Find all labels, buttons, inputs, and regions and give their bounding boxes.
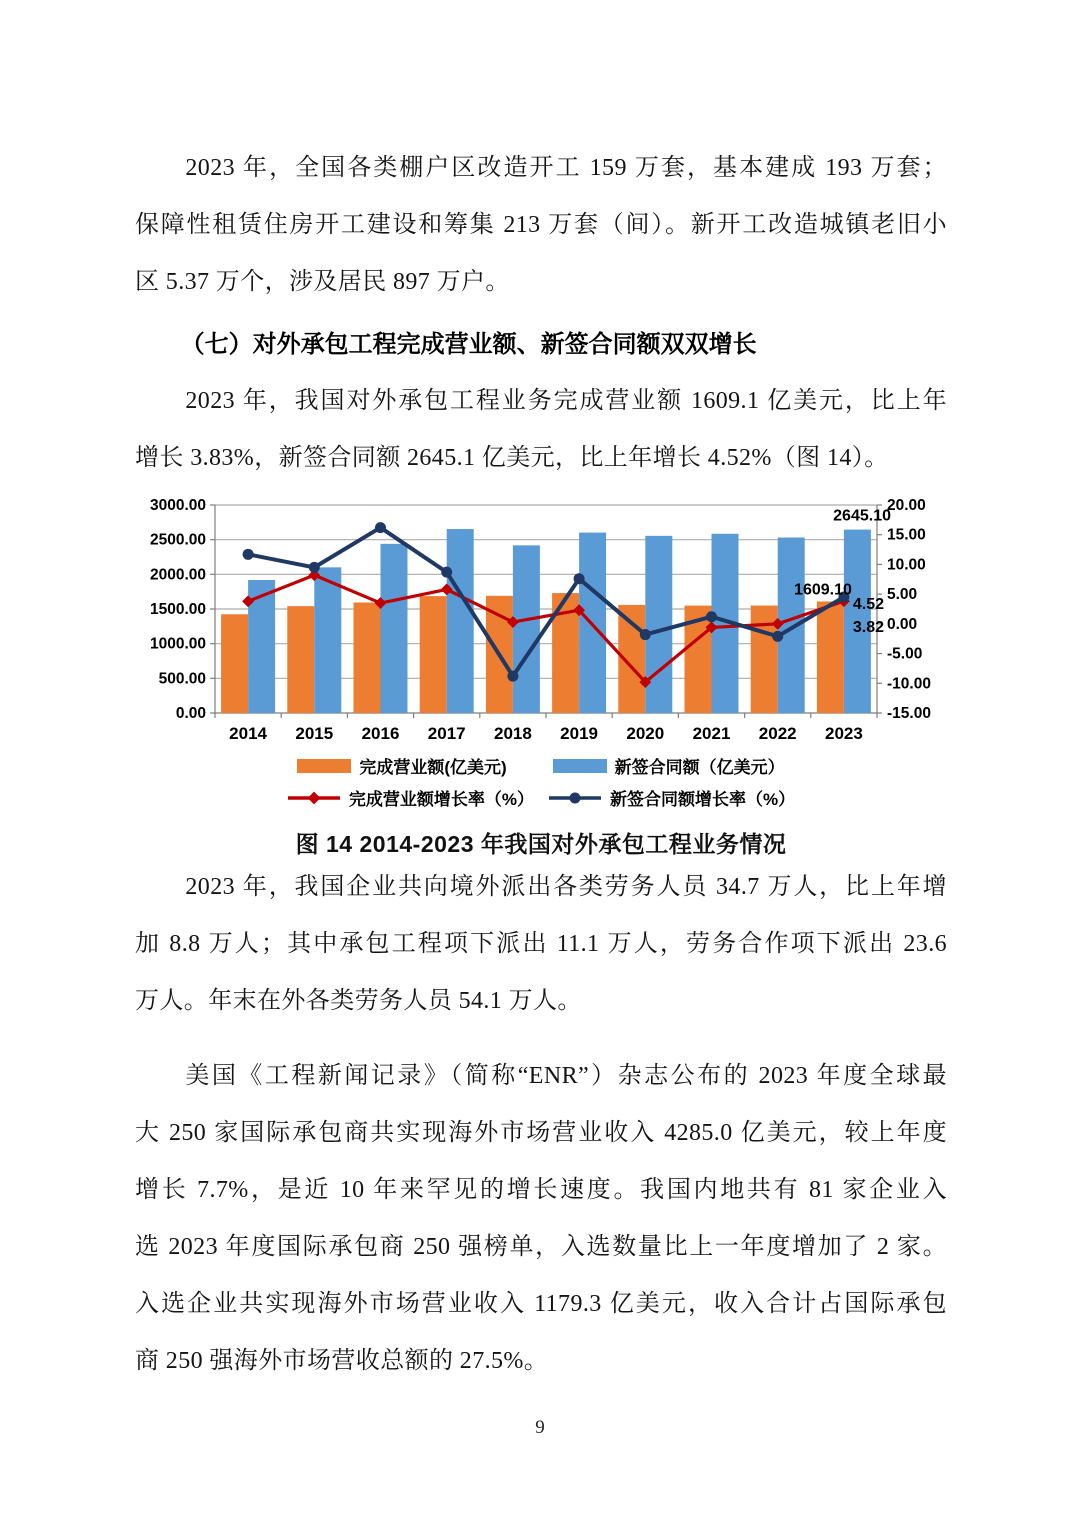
chart-legend xyxy=(135,753,947,810)
text-line: 2023 年，我国企业共向境外派出各类劳务人员 34.7 万人，比上年增 xyxy=(185,874,947,900)
text-line: 大 250 家国际承包商共实现海外市场营业收入 4285.0 亿美元，较上年度 xyxy=(135,1120,947,1146)
paragraph-enr xyxy=(135,1048,947,1390)
bar-swatch-icon xyxy=(553,758,607,774)
svg-text:1000.00: 1000.00 xyxy=(149,635,206,653)
svg-text:0.00: 0.00 xyxy=(175,705,206,722)
text-line: 美国《工程新闻记录》（简称“ENR”）杂志公布的 2023 年度全球最 xyxy=(185,1063,947,1089)
svg-text:2020: 2020 xyxy=(626,724,665,743)
figure-caption: 图 14 2014-2023 年我国对外承包工程业务情况 xyxy=(295,831,787,857)
legend-label: 完成营业额(亿美元) xyxy=(359,758,507,777)
svg-text:2021: 2021 xyxy=(692,724,731,743)
svg-text:2000.00: 2000.00 xyxy=(149,566,206,584)
text-line: 入选企业共实现海外市场营业收入 1179.3 亿美元，收入合计占国际承包 xyxy=(135,1291,947,1317)
paragraph-contracting xyxy=(135,373,947,487)
svg-text:2014: 2014 xyxy=(229,724,268,743)
svg-text:2500.00: 2500.00 xyxy=(149,531,206,549)
legend-label: 完成营业额增长率（%） xyxy=(348,790,534,809)
legend-item xyxy=(553,753,785,778)
text-line: 增长 7.7%，是近 10 年来罕见的增长速度。我国内地共有 81 家企业入 xyxy=(135,1177,947,1203)
combo-chart xyxy=(135,491,947,749)
svg-text:-10.00: -10.00 xyxy=(887,675,931,693)
svg-text:3.82: 3.82 xyxy=(852,619,885,636)
text-line: 万人。年末在外各类劳务人员 54.1 万人。 xyxy=(135,988,582,1014)
svg-text:1500.00: 1500.00 xyxy=(149,601,206,618)
figure-chart xyxy=(135,491,947,859)
line-circle-swatch-icon xyxy=(548,790,602,806)
svg-text:500.00: 500.00 xyxy=(158,670,206,688)
page-number: 9 xyxy=(535,1417,545,1438)
svg-text:2645.10: 2645.10 xyxy=(833,507,891,525)
text-line: 2023 年，我国对外承包工程业务完成营业额 1609.1 亿美元，比上年 xyxy=(185,388,947,414)
text-line: 增长 3.83%，新签合同额 2645.1 亿美元，比上年增长 4.52%（图 14）。 xyxy=(135,445,889,471)
svg-text:2023: 2023 xyxy=(824,724,863,743)
svg-text:2019: 2019 xyxy=(560,724,599,743)
bar-swatch-icon xyxy=(297,758,351,774)
text-line: 选 2023 年度国际承包商 250 强榜单，入选数量比上一年度增加了 2 家。 xyxy=(135,1234,947,1260)
legend-row-bars xyxy=(297,753,784,778)
svg-text:10.00: 10.00 xyxy=(887,556,926,574)
text-line: 2023 年，全国各类棚户区改造开工 159 万套，基本建成 193 万套； xyxy=(185,155,947,181)
svg-text:2022: 2022 xyxy=(758,724,797,743)
legend-item xyxy=(297,753,506,778)
text-line: 保障性租赁住房开工建设和筹集 213 万套（间）。新开工改造城镇老旧小 xyxy=(135,212,947,238)
svg-text:2016: 2016 xyxy=(361,724,400,743)
svg-text:-5.00: -5.00 xyxy=(887,645,923,663)
svg-text:4.52: 4.52 xyxy=(852,596,885,613)
legend-item xyxy=(287,785,534,810)
line-diamond-swatch-icon xyxy=(287,790,341,806)
paragraph-housing xyxy=(135,140,947,311)
text-line: 区 5.37 万个，涉及居民 897 万户。 xyxy=(135,269,510,295)
svg-text:1609.10: 1609.10 xyxy=(794,581,852,599)
svg-text:3000.00: 3000.00 xyxy=(149,497,206,514)
svg-text:-15.00: -15.00 xyxy=(887,705,931,722)
svg-text:2018: 2018 xyxy=(493,724,532,743)
svg-text:2015: 2015 xyxy=(295,724,334,743)
legend-label: 新签合同额增长率（%） xyxy=(610,790,796,809)
svg-text:5.00: 5.00 xyxy=(887,586,918,604)
svg-text:0.00: 0.00 xyxy=(887,615,918,633)
text-line: 加 8.8 万人；其中承包工程项下派出 11.1 万人，劳务合作项下派出 23.6 xyxy=(135,931,947,957)
section-heading: （七）对外承包工程完成营业额、新签合同额双双增长 xyxy=(180,331,757,358)
svg-text:2017: 2017 xyxy=(427,724,466,743)
legend-label: 新签合同额（亿美元） xyxy=(614,758,785,777)
legend-item xyxy=(548,785,795,810)
paragraph-labor xyxy=(135,859,947,1030)
svg-text:20.00: 20.00 xyxy=(887,497,926,514)
svg-text:15.00: 15.00 xyxy=(887,526,926,544)
legend-row-lines xyxy=(287,785,795,810)
text-line: 商 250 强海外市场营收总额的 27.5%。 xyxy=(135,1348,549,1374)
